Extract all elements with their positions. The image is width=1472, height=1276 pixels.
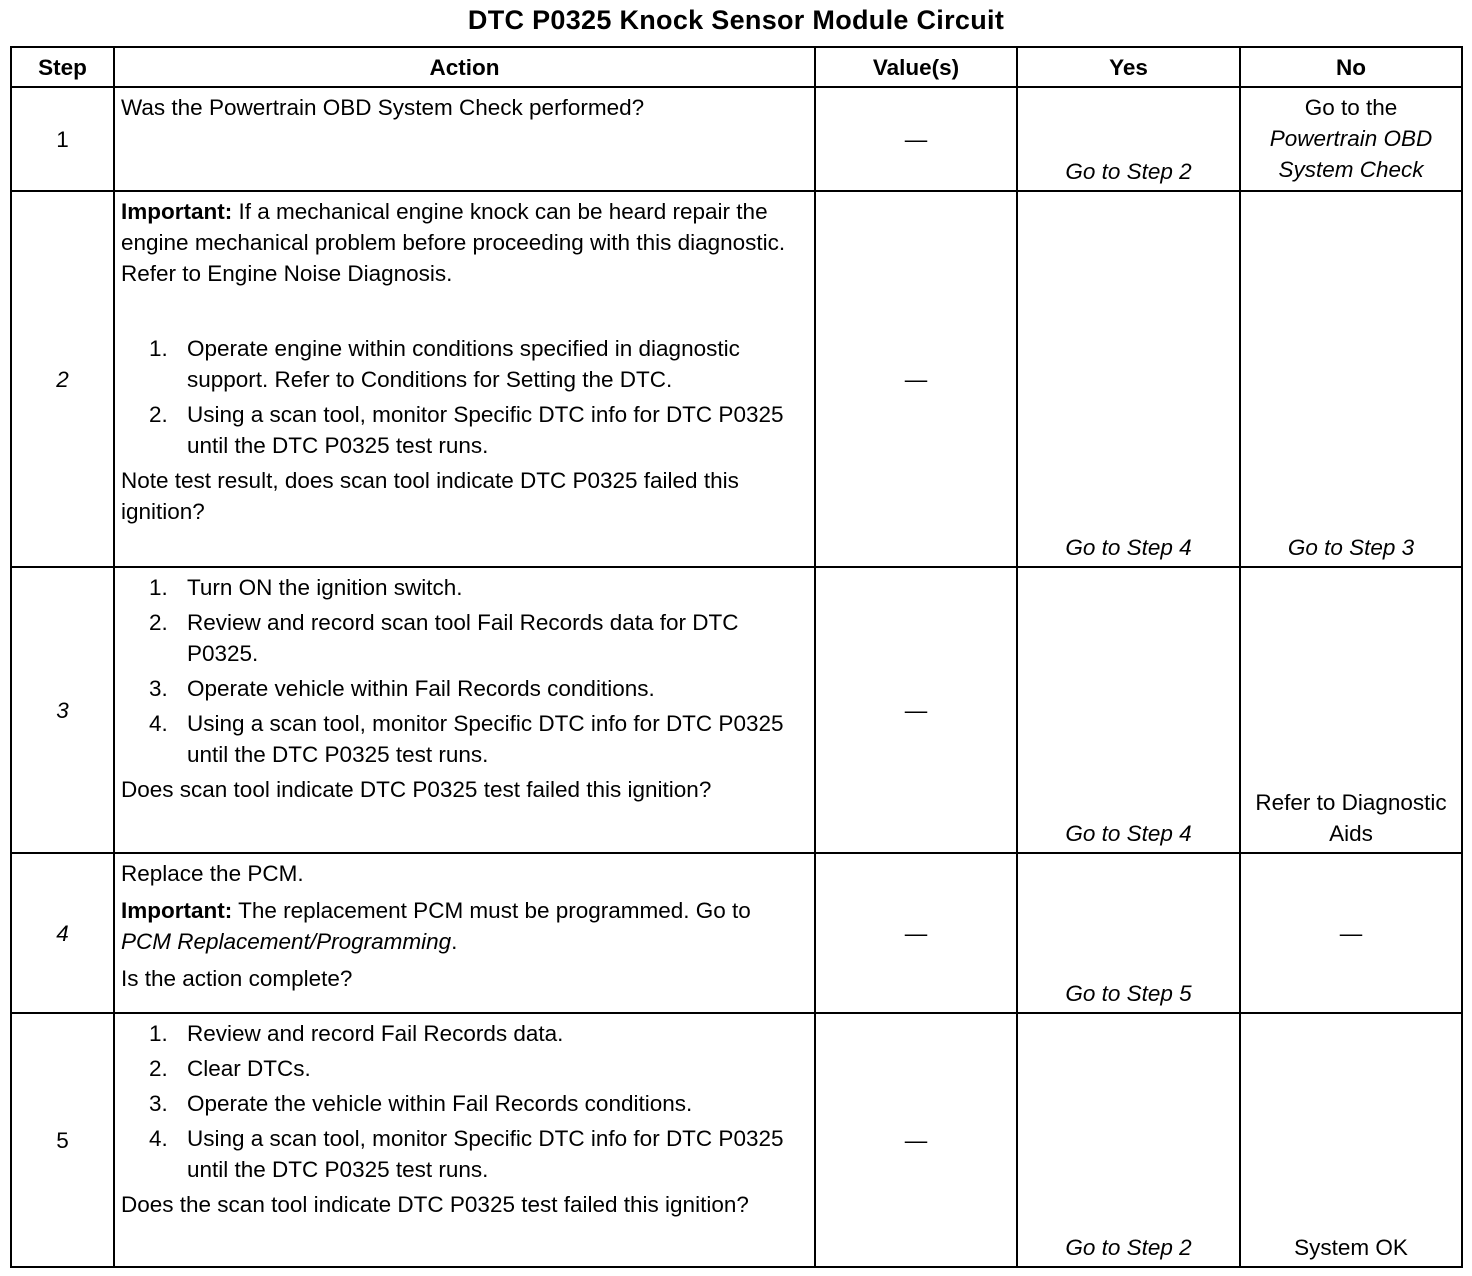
action-question: Note test result, does scan tool indicate DTC P0325 failed this ignition? [121,468,739,524]
table-row [11,87,1462,191]
list-item: 1. Review and record Fail Records data. [149,1021,564,1046]
list-item: 4. Using a scan tool, monitor Specific DTC info for DTC P0325 until the DTC P0325 test runs. [149,1126,784,1182]
value-cell: — [815,191,1017,567]
list-item: 1. Operate engine within conditions specified in diagnostic support. Refer to Conditions for Setting the DTC. [149,336,740,392]
action-cell [114,1013,815,1267]
page-title: DTC P0325 Knock Sensor Module Circuit [467,5,1005,35]
header-yes: Yes [1017,47,1240,87]
step-number: 4 [11,853,114,1013]
no-link: Powertrain OBD System Check [1269,126,1433,182]
no-cell [1240,87,1462,191]
no-cell: System OK [1240,1013,1462,1267]
action-steps [121,572,806,770]
important-label: Important: [121,898,233,923]
step-number: 2 [11,191,114,567]
no-prefix: Go to the [1304,95,1398,120]
header-action: Action [114,47,815,87]
action-cell: Replace the PCM. Important: The replacement PCM must be programmed. Go to PCM Replacement/Programming. Is the action complete? [114,853,815,1013]
list-item: 4. Using a scan tool, monitor Specific DTC info for DTC P0325 until the DTC P0325 test runs. [149,711,784,767]
action-question: Is the action complete? [121,966,353,991]
action-cell [114,567,815,853]
action-steps [121,333,806,461]
important-text: If a mechanical engine knock can be heard repair the engine mechanical problem before proceeding with this diagnostic. Refer to Engine Noise Diagnosis. [121,199,786,286]
yes-cell: Go to Step 2 [1017,87,1240,191]
list-item: 1. Turn ON the ignition switch. [149,575,463,600]
list-item: 2. Using a scan tool, monitor Specific DTC info for DTC P0325 until the DTC P0325 test runs. [149,402,784,458]
header-no: No [1240,47,1462,87]
list-item: 3. Operate the vehicle within Fail Records conditions. [149,1091,693,1116]
action-text: Was the Powertrain OBD System Check performed? [121,95,645,120]
step-number: 1 [11,87,114,191]
table-row [11,1013,1462,1267]
table-row [11,853,1462,1013]
diagnostic-table [10,46,1463,1268]
step-number: 3 [11,567,114,853]
action-cell [114,191,815,567]
value-cell: — [815,87,1017,191]
header-row [11,47,1462,87]
action-cell [114,87,815,191]
no-cell: Go to Step 3 [1240,191,1462,567]
table-row [11,191,1462,567]
important-text: The replacement PCM must be programmed. Go to [232,898,751,923]
list-item: 2. Review and record scan tool Fail Records data for DTC P0325. [149,610,739,666]
action-text: Replace the PCM. [121,861,304,886]
list-item: 2. Clear DTCs. [149,1056,311,1081]
important-label: Important: [121,199,233,224]
value-cell: — [815,853,1017,1013]
no-cell: Refer to Diagnostic Aids [1240,567,1462,853]
yes-cell: Go to Step 5 [1017,853,1240,1013]
step-number: 5 [11,1013,114,1267]
action-question: Does the scan tool indicate DTC P0325 test failed this ignition? [121,1192,749,1217]
important-link: PCM Replacement/Programming [121,929,452,954]
action-question: Does scan tool indicate DTC P0325 test failed this ignition? [121,777,712,802]
table-row [11,567,1462,853]
yes-cell: Go to Step 4 [1017,191,1240,567]
no-cell: — [1240,853,1462,1013]
header-values: Value(s) [815,47,1017,87]
value-cell: — [815,567,1017,853]
yes-cell: Go to Step 2 [1017,1013,1240,1267]
list-item: 3. Operate vehicle within Fail Records conditions. [149,676,655,701]
action-steps [121,1018,806,1185]
header-step: Step [11,47,114,87]
value-cell: — [815,1013,1017,1267]
yes-cell: Go to Step 4 [1017,567,1240,853]
